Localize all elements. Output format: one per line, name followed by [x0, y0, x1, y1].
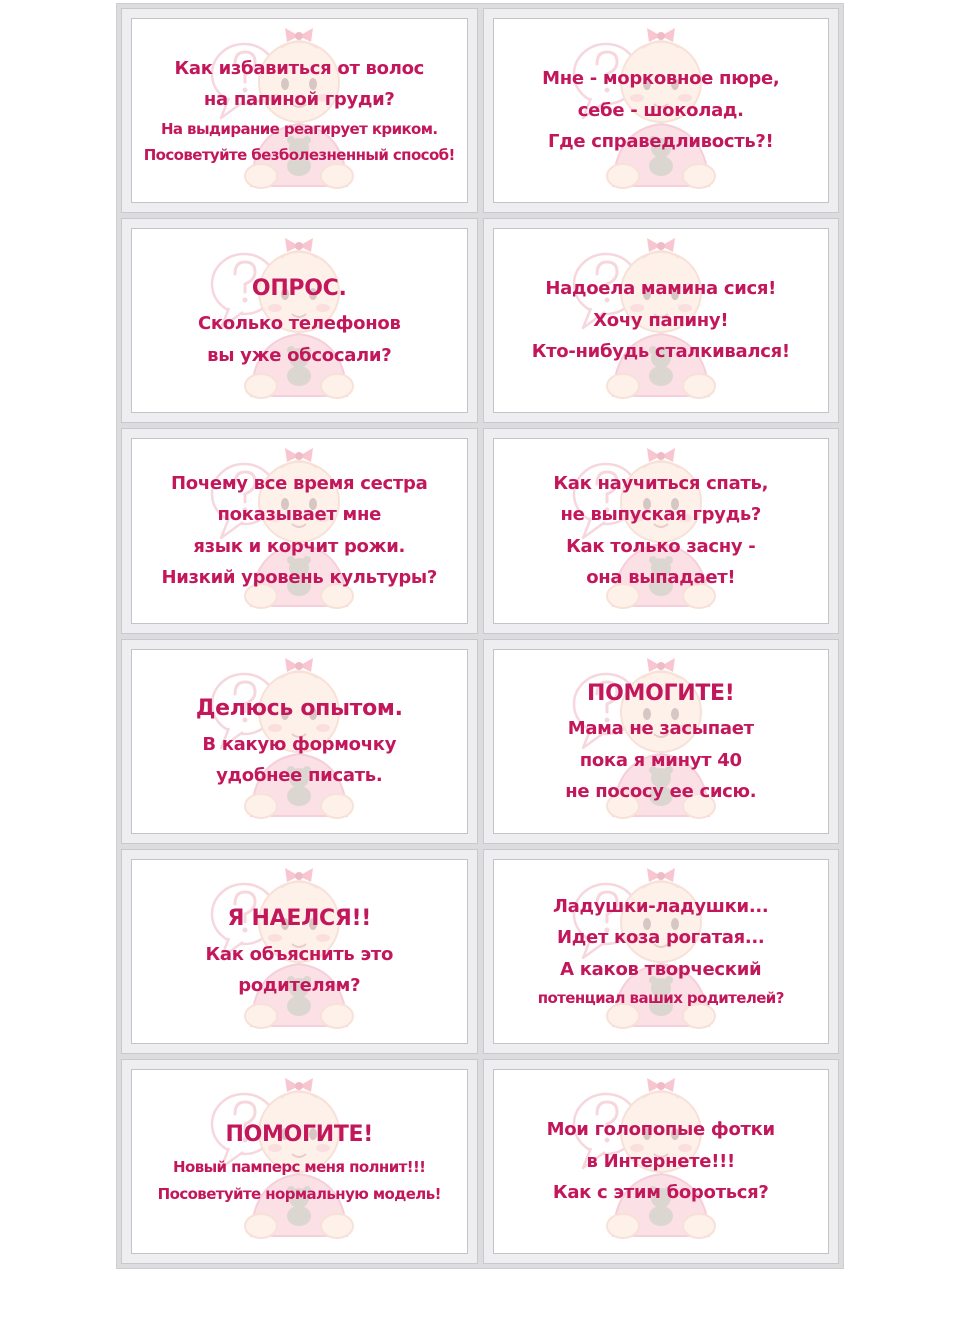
- card-face: [493, 18, 830, 203]
- card-line: ПОМОГИТЕ!: [586, 680, 735, 706]
- card-face: [131, 1069, 468, 1254]
- card-text: [150, 1116, 449, 1207]
- card-line: Посоветуйте нормальную модель!: [157, 1184, 441, 1203]
- card-line: Хочу папину!: [593, 309, 729, 331]
- card-line: Где справедливость?!: [548, 131, 774, 153]
- card-line: язык и корчит рожи.: [193, 535, 406, 557]
- card-text: [197, 900, 401, 1002]
- card-line: На выдирание реагирует криком.: [160, 119, 438, 138]
- card-face: [493, 859, 830, 1044]
- joke-card: [121, 849, 478, 1054]
- card-text: [524, 273, 798, 368]
- joke-card: [121, 428, 478, 633]
- card-face: [131, 18, 468, 203]
- card-line: на папиной груди?: [203, 89, 395, 111]
- card-line: удобнее писать.: [216, 765, 383, 787]
- card-line: Кто-нибудь сталкивался!: [531, 341, 790, 363]
- card-line: Новый памперс меня полнит!!!: [173, 1158, 426, 1177]
- card-face: [493, 1069, 830, 1254]
- card-line: родителям?: [238, 975, 361, 997]
- card-line: показывает мне: [217, 504, 381, 526]
- card-face: [493, 649, 830, 834]
- card-line: Как научиться спать,: [553, 472, 769, 494]
- joke-card: [483, 639, 840, 844]
- card-line: ПОМОГИТЕ!: [225, 1121, 373, 1147]
- joke-card: [483, 1059, 840, 1264]
- card-text: [539, 1114, 783, 1209]
- card-text: [153, 468, 445, 594]
- card-line: В какую формочку: [202, 733, 397, 755]
- joke-card: [483, 8, 840, 213]
- joke-card: [121, 8, 478, 213]
- card-line: Как с этим бороться?: [552, 1182, 769, 1204]
- card-line: Мои голопопые фотки: [546, 1119, 775, 1141]
- card-line: в Интернете!!!: [586, 1150, 735, 1172]
- card-line: Как избавиться от волос: [174, 57, 425, 79]
- card-line: пока я минут 40: [579, 749, 742, 771]
- card-sheet: [116, 3, 844, 1269]
- card-text: [557, 675, 764, 808]
- card-face: [493, 228, 830, 413]
- card-line: А каков творческий: [560, 958, 762, 980]
- card-text: [136, 53, 463, 169]
- card-line: Как объяснить это: [205, 943, 394, 965]
- card-line: Посоветуйте безболезненный способ!: [143, 146, 455, 165]
- card-line: Делюсь опытом.: [195, 696, 403, 722]
- card-text: [545, 468, 776, 594]
- card-face: [493, 438, 830, 623]
- card-line: ОПРОС.: [251, 275, 347, 301]
- card-line: Мне - морковное пюре,: [542, 68, 780, 90]
- card-line: Мама не засыпает: [567, 718, 754, 740]
- card-line: не выпуская грудь?: [560, 504, 762, 526]
- card-line: Надоела мамина сися!: [545, 278, 777, 300]
- card-text: [530, 891, 792, 1012]
- joke-card: [483, 428, 840, 633]
- card-text: [190, 270, 409, 372]
- card-line: Сколько телефонов: [197, 313, 401, 335]
- card-face: [131, 859, 468, 1044]
- card-line: Почему все время сестра: [171, 472, 428, 494]
- card-face: [131, 228, 468, 413]
- card-face: [131, 649, 468, 834]
- card-text: [188, 690, 411, 792]
- card-line: себе - шоколад.: [577, 99, 744, 121]
- joke-card: [121, 639, 478, 844]
- joke-card: [121, 218, 478, 423]
- card-line: Я НАЕЛСЯ!!: [227, 906, 371, 932]
- card-line: потенциал ваших родителей?: [537, 989, 784, 1008]
- card-line: Идет коза рогатая...: [557, 927, 765, 949]
- card-text: [534, 63, 787, 158]
- card-line: Как только засну -: [566, 535, 756, 557]
- card-line: не пососу ее сисю.: [565, 781, 757, 803]
- joke-card: [121, 1059, 478, 1264]
- card-face: [131, 438, 468, 623]
- card-line: Ладушки-ладушки...: [553, 895, 769, 917]
- card-line: Низкий уровень культуры?: [161, 567, 438, 589]
- joke-card: [483, 218, 840, 423]
- joke-card: [483, 849, 840, 1054]
- card-line: вы уже обсосали?: [207, 344, 392, 366]
- card-line: она выпадает!: [586, 567, 736, 589]
